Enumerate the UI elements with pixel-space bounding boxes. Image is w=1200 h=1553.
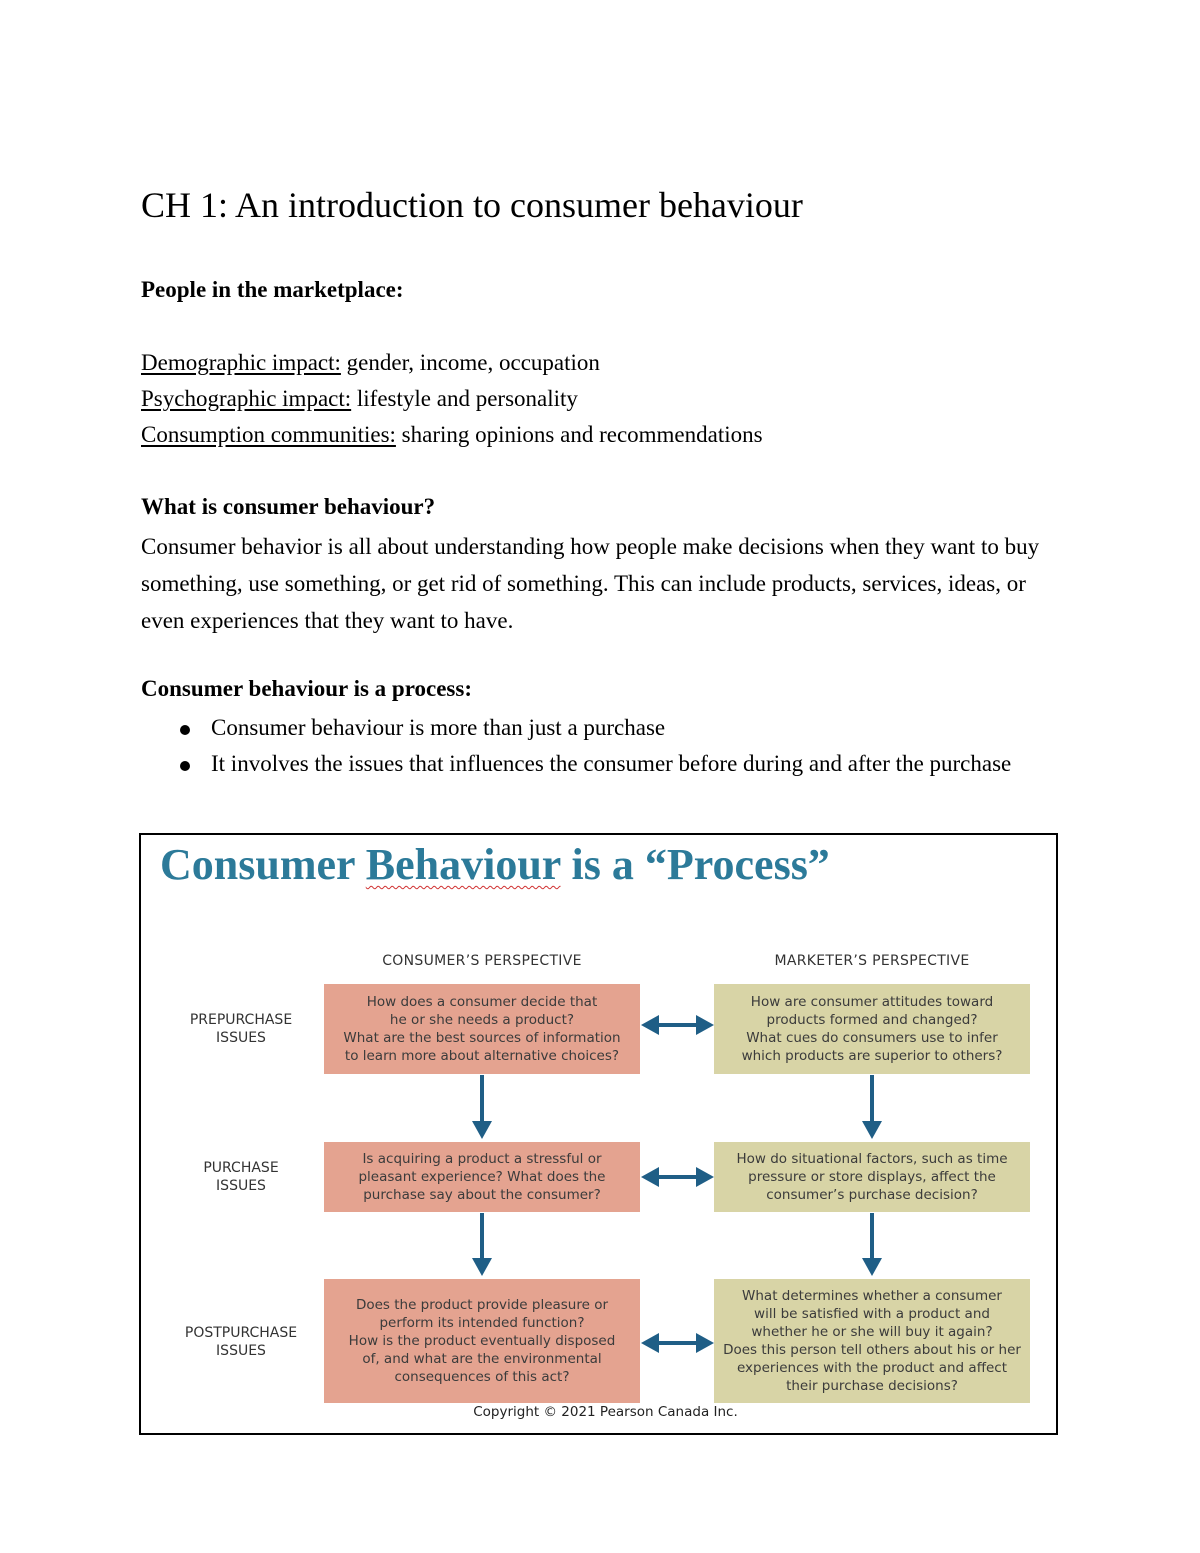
box-line: experiences with the product and affect bbox=[736, 1360, 1008, 1376]
box-line: purchase say about the consumer? bbox=[363, 1187, 601, 1203]
definition-paragraph: Consumer behavior is all about understanding how people make decisions when they want to buy something, use something, or get rid of something. This can include products, services, ideas, or even experiences that they want to have. bbox=[141, 534, 1040, 633]
row-label-line: PURCHASE bbox=[203, 1160, 279, 1176]
box-line: Is acquiring a product a stressful or bbox=[362, 1151, 602, 1167]
psychographic-line bbox=[141, 384, 578, 414]
consumer-perspective-heading: CONSUMER’S PERSPECTIVE bbox=[382, 953, 582, 969]
box-line: Does the product provide pleasure or bbox=[355, 1297, 609, 1313]
double-arrow-icon bbox=[641, 1015, 714, 1035]
consumption-text: sharing opinions and recommendations bbox=[395, 422, 763, 447]
row-label-line: POSTPURCHASE bbox=[184, 1325, 298, 1341]
row-label-line: ISSUES bbox=[216, 1030, 266, 1046]
box-line: perform its intended function? bbox=[379, 1315, 585, 1331]
down-arrow-icon bbox=[472, 1213, 492, 1276]
double-arrow-icon bbox=[641, 1333, 714, 1353]
box-line: products formed and changed? bbox=[766, 1012, 978, 1028]
box-line: he or she needs a product? bbox=[389, 1012, 575, 1028]
box-line: What cues do consumers use to infer bbox=[746, 1030, 998, 1046]
bullet-text: It involves the issues that influences the consumer before during and after the purchase bbox=[211, 751, 1012, 776]
bullet-icon bbox=[180, 725, 190, 735]
marketer-perspective-heading: MARKETER’S PERSPECTIVE bbox=[774, 953, 970, 969]
box-line: will be satisfied with a product and bbox=[754, 1306, 990, 1322]
demographic-line bbox=[141, 348, 600, 378]
row-label-line: ISSUES bbox=[216, 1178, 266, 1194]
box-line: pressure or store displays, affect the bbox=[748, 1169, 996, 1185]
box-line: consumer’s purchase decision? bbox=[766, 1187, 978, 1203]
box-line: their purchase decisions? bbox=[786, 1378, 958, 1394]
section-heading-marketplace: People in the marketplace: bbox=[141, 277, 404, 302]
box-line: How does a consumer decide that bbox=[366, 994, 598, 1010]
box-line: How are consumer attitudes toward bbox=[750, 994, 994, 1010]
down-arrow-icon bbox=[862, 1075, 882, 1139]
diagram-title-part2: Behaviour bbox=[365, 840, 561, 889]
bullet-text: Consumer behaviour is more than just a purchase bbox=[211, 715, 666, 740]
consumption-term: Consumption communities: bbox=[141, 422, 396, 447]
diagram-arrows bbox=[141, 835, 1056, 1433]
section-heading-what-is: What is consumer behaviour? bbox=[141, 494, 436, 519]
box-line: What determines whether a consumer bbox=[742, 1288, 1002, 1304]
box-line: to learn more about alternative choices? bbox=[344, 1048, 620, 1064]
page-title: CH 1: An introduction to consumer behaviour bbox=[141, 185, 803, 225]
box-line: which products are superior to others? bbox=[741, 1048, 1003, 1064]
bullet-icon bbox=[180, 761, 190, 771]
process-bullet-list bbox=[141, 710, 1041, 782]
diagram-title-part1: Consumer bbox=[160, 840, 366, 889]
psychographic-text: lifestyle and personality bbox=[351, 386, 578, 411]
psychographic-term: Psychographic impact: bbox=[141, 386, 352, 411]
double-arrow-icon bbox=[641, 1167, 714, 1187]
copyright-text: Copyright © 2021 Pearson Canada Inc. bbox=[473, 1404, 738, 1420]
down-arrow-icon bbox=[862, 1213, 882, 1276]
list-item bbox=[141, 746, 1041, 782]
list-item bbox=[141, 710, 1041, 746]
box-line: How is the product eventually disposed bbox=[348, 1333, 616, 1349]
diagram-title-part3: is a “Process” bbox=[560, 840, 830, 889]
down-arrow-icon bbox=[472, 1075, 492, 1139]
box-line: Does this person tell others about his or her bbox=[723, 1342, 1021, 1358]
process-diagram bbox=[139, 833, 1058, 1435]
demographic-term: Demographic impact: bbox=[141, 350, 341, 375]
section-heading-process: Consumer behaviour is a process: bbox=[141, 676, 472, 701]
box-line: pleasant experience? What does the bbox=[358, 1169, 606, 1185]
box-line: whether he or she will buy it again? bbox=[751, 1324, 993, 1340]
box-line: How do situational factors, such as time bbox=[736, 1151, 1008, 1167]
box-line: consequences of this act? bbox=[394, 1369, 570, 1385]
box-line: of, and what are the environmental bbox=[362, 1351, 602, 1367]
row-label-line: PREPURCHASE bbox=[189, 1012, 293, 1028]
demographic-text: gender, income, occupation bbox=[340, 350, 600, 375]
row-label-line: ISSUES bbox=[216, 1343, 266, 1359]
box-line: What are the best sources of information bbox=[343, 1030, 621, 1046]
consumption-line bbox=[141, 420, 763, 450]
